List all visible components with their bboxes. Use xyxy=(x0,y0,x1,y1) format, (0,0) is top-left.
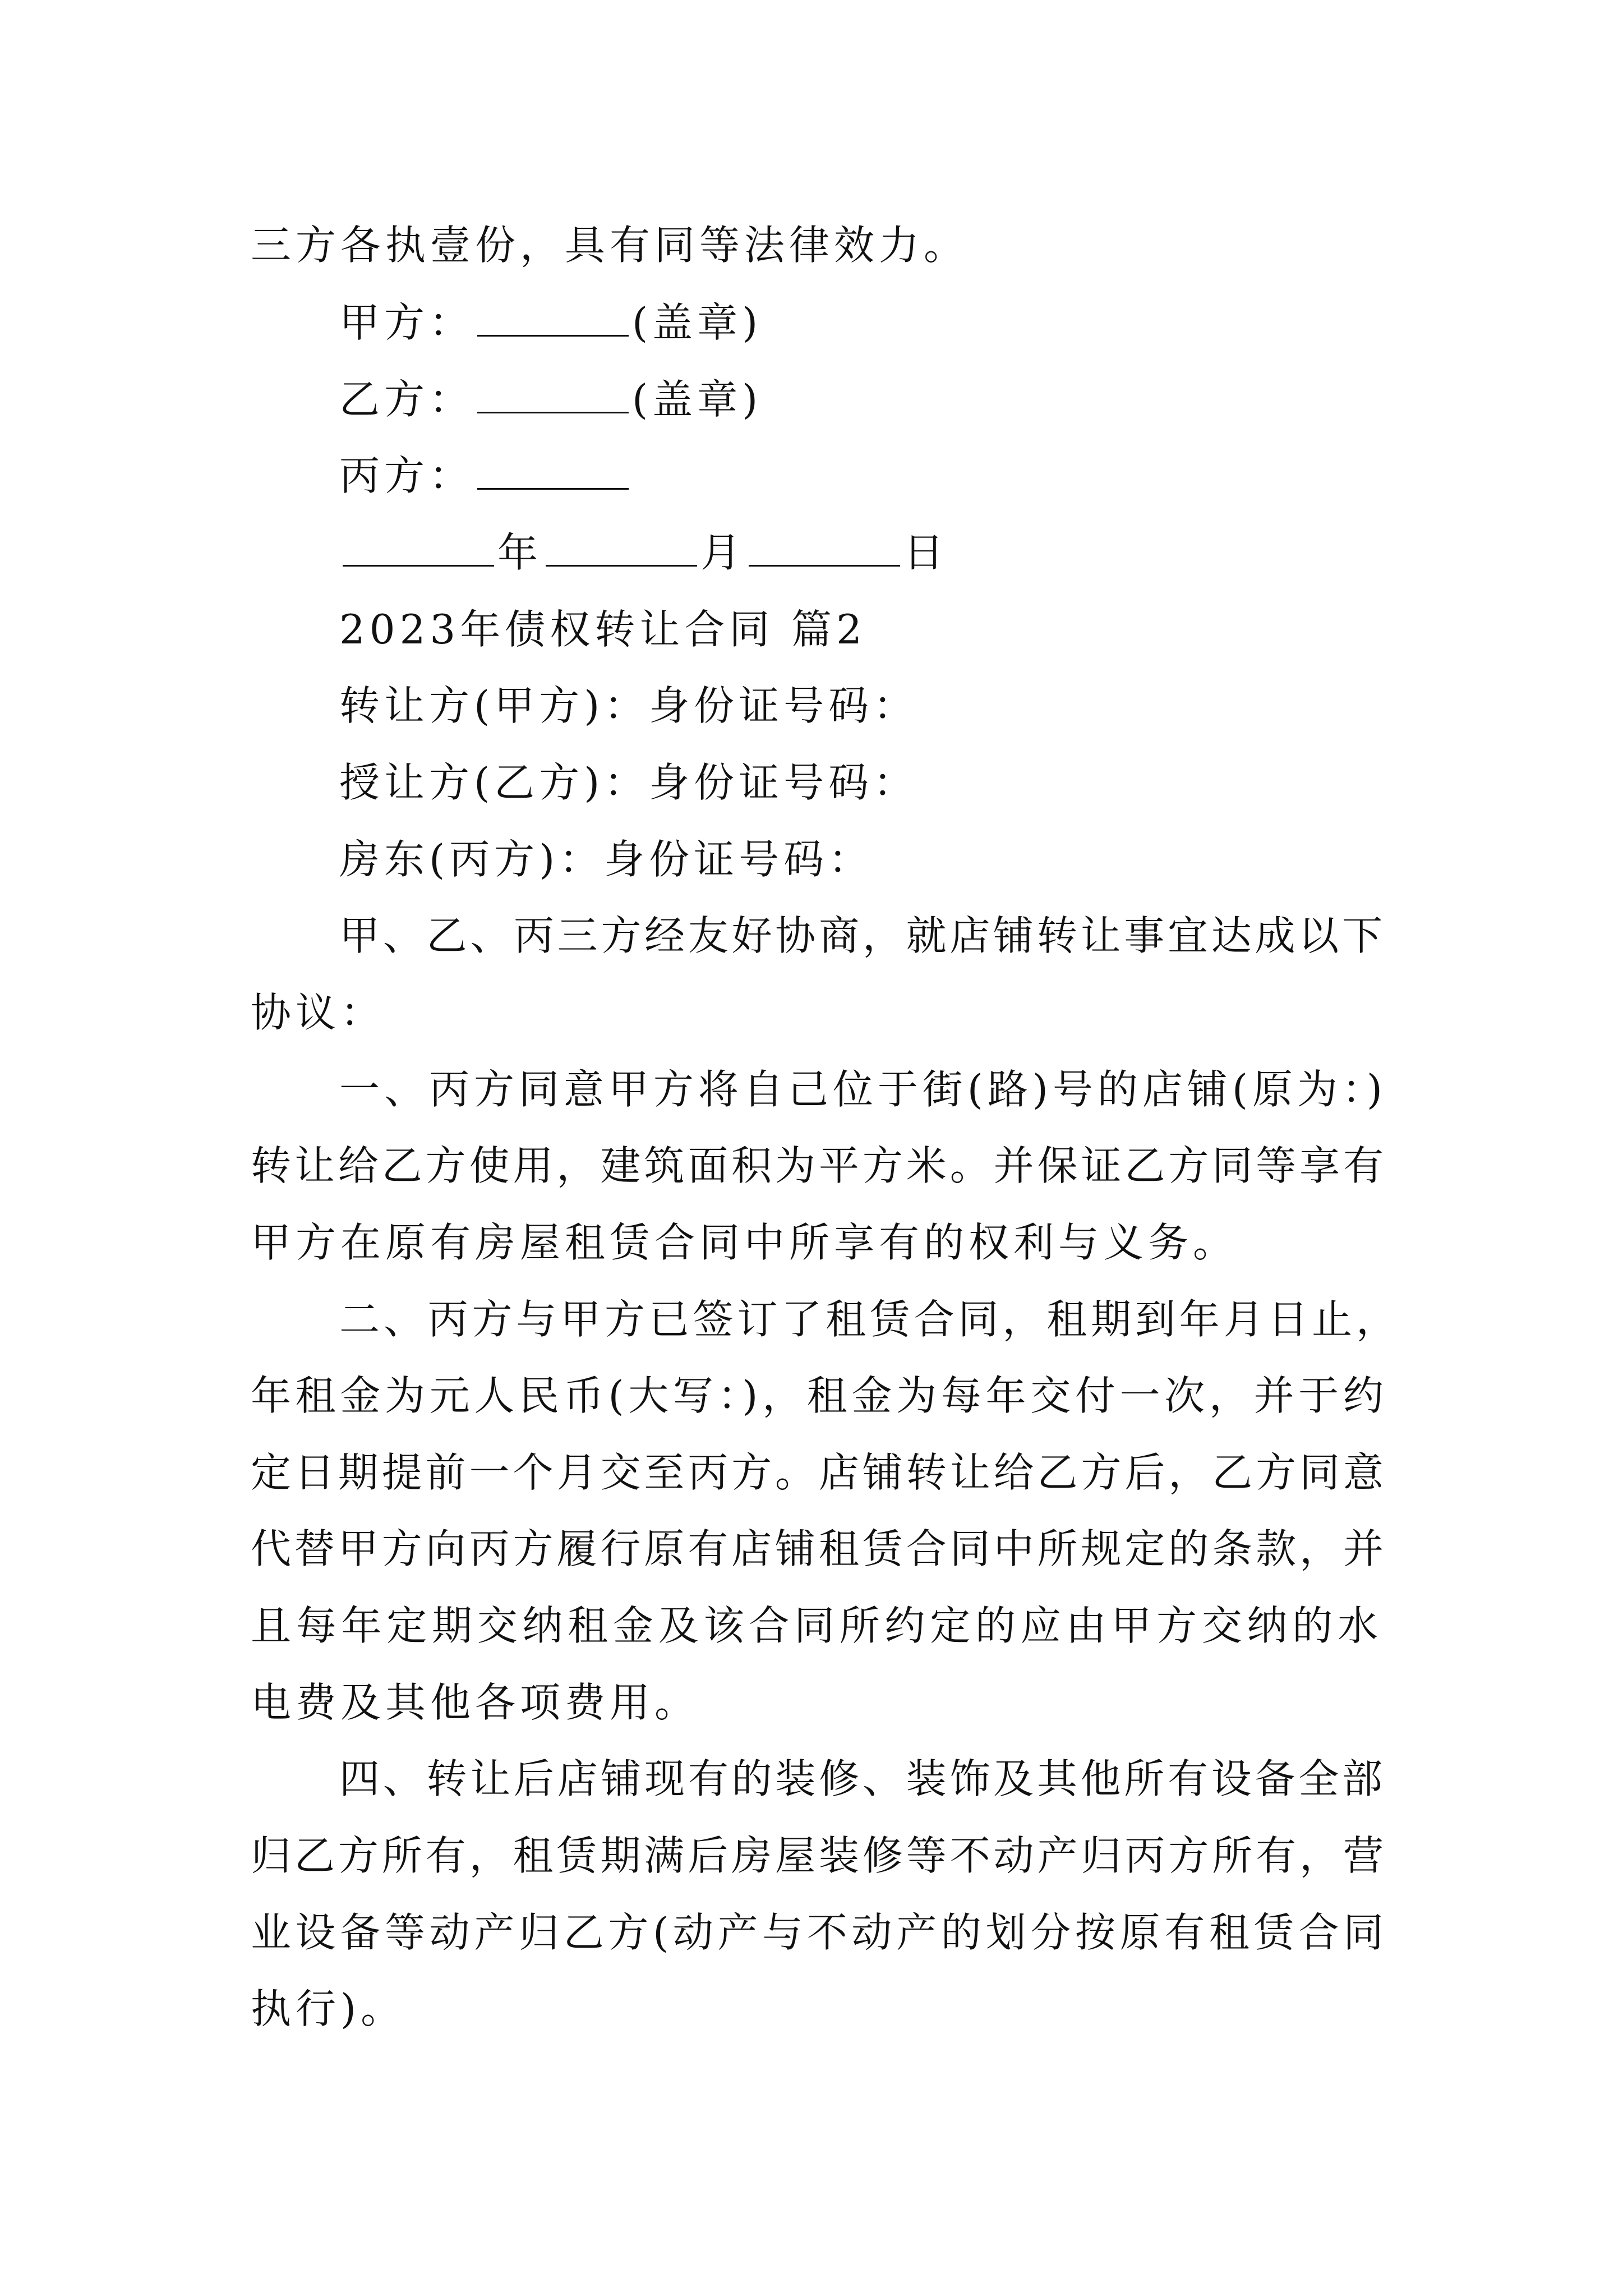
landlord-line: 房东(丙方)：身份证号码： xyxy=(339,836,874,883)
date-line xyxy=(339,527,948,578)
signature-line-party-c xyxy=(339,450,632,501)
text-line: 协议： xyxy=(251,989,386,1036)
text-line: 电费及其他各项费用。 xyxy=(251,1679,700,1726)
day-label: 日 xyxy=(903,529,949,576)
seal-label: (盖章) xyxy=(632,376,763,423)
text-line: 转让给乙方使用，建筑面积为平方米。并保证乙方同等享有 xyxy=(251,1142,1384,1189)
text-line: 定日期提前一个月交至丙方。店铺转让给乙方后，乙方同意 xyxy=(251,1449,1384,1496)
text-line: 且每年定期交纳租金及该合同所约定的应由甲方交纳的水 xyxy=(251,1602,1378,1649)
text-line: 年租金为元人民币(大写：)，租金为每年交付一次，并于约 xyxy=(251,1372,1384,1419)
text-line: 归乙方所有，租赁期满后房屋装修等不动产归丙方所有，营 xyxy=(251,1832,1384,1879)
party-c-label: 丙方： xyxy=(339,452,474,499)
text-line: 四、转让后店铺现有的装修、装饰及其他所有设备全部 xyxy=(339,1755,1382,1802)
transferor-line: 转让方(甲方)：身份证号码： xyxy=(339,682,919,729)
year-label: 年 xyxy=(497,529,543,576)
text-line: 甲、乙、丙三方经友好协商，就店铺转让事宜达成以下 xyxy=(339,912,1382,959)
month-label: 月 xyxy=(700,529,746,576)
year-blank xyxy=(343,530,494,567)
day-blank xyxy=(749,530,900,567)
text-line: 执行)。 xyxy=(251,1985,406,2032)
month-blank xyxy=(546,530,697,567)
party-b-label: 乙方： xyxy=(339,376,474,423)
signature-line-party-b xyxy=(339,374,762,425)
seal-label: (盖章) xyxy=(632,299,763,346)
section-heading: 2023年债权转让合同 篇2 xyxy=(339,606,866,653)
text-line: 甲方在原有房屋租赁合同中所享有的权利与义务。 xyxy=(251,1219,1238,1266)
signature-line-party-a xyxy=(339,297,762,348)
text-line: 二、丙方与甲方已签订了租赁合同，租期到年月日止， xyxy=(339,1296,1396,1343)
text-line: 代替甲方向丙方履行原有店铺租赁合同中所规定的条款，并 xyxy=(251,1525,1384,1572)
signature-blank xyxy=(477,300,629,337)
text-line: 三方各执壹份，具有同等法律效力。 xyxy=(251,222,969,269)
signature-blank xyxy=(477,453,629,490)
text-line: 业设备等动产归乙方(动产与不动产的划分按原有租赁合同 xyxy=(251,1909,1384,1956)
party-a-label: 甲方： xyxy=(339,299,474,346)
transferee-line: 授让方(乙方)：身份证号码： xyxy=(339,759,919,806)
signature-blank xyxy=(477,377,629,413)
text-line: 一、丙方同意甲方将自己位于街(路)号的店铺(原为：) xyxy=(339,1066,1382,1113)
